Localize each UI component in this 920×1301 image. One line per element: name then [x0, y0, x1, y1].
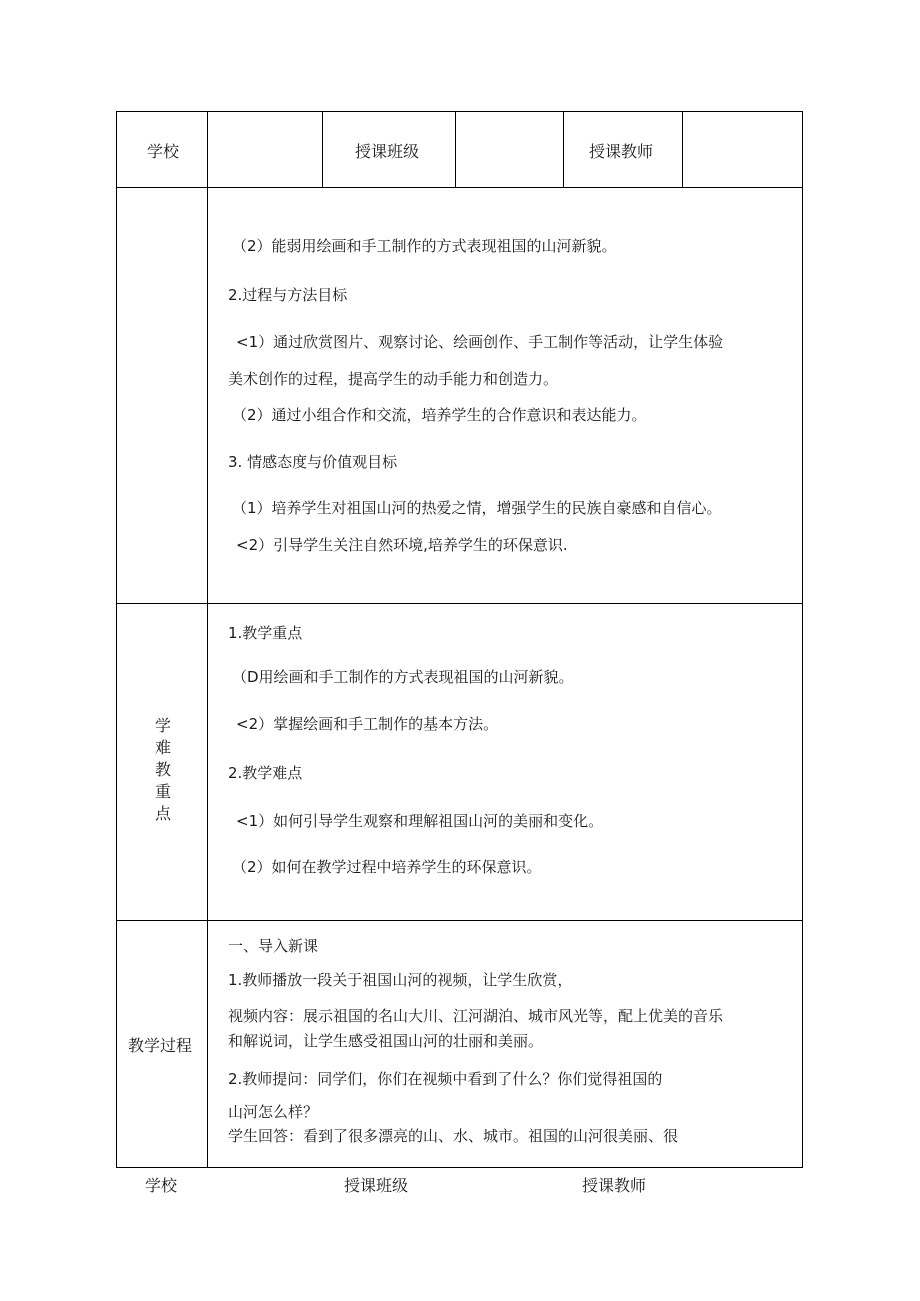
header-divider-4	[682, 111, 683, 188]
table-border-left	[116, 111, 117, 1168]
objective-attitude-heading: 3. 情感态度与价值观目标	[228, 453, 398, 471]
process-step-1: 1.教师播放一段关于祖国山河的视频，让学生欣赏，	[228, 971, 573, 989]
side-label-char: 难	[154, 738, 171, 757]
keypoints-difficulty-item-1: <1）如何引导学生观察和理解祖国山河的美丽和变化。	[236, 812, 604, 830]
objective-process-item-2: （2）通过小组合作和交流，培养学生的合作意识和表达能力。	[232, 406, 647, 424]
footer-class-label: 授课班级	[344, 1176, 409, 1195]
row-divider-keypoints	[116, 920, 803, 921]
side-label-char: 点	[154, 804, 171, 823]
side-label-char: 学	[154, 716, 171, 735]
keypoints-focus-heading: 1.教学重点	[228, 624, 303, 642]
process-step-2-line1: 2.教师提问：同学们，你们在视频中看到了什么？你们觉得祖国的	[228, 1070, 663, 1088]
footer-school-label: 学校	[145, 1176, 178, 1195]
objective-process-item-1-line2: 美术创作的过程，提高学生的动手能力和创造力。	[228, 370, 559, 388]
footer-teacher-label: 授课教师	[582, 1176, 647, 1195]
process-student-answer: 学生回答：看到了很多漂亮的山、水、城市。祖国的山河很美丽、很	[228, 1127, 679, 1145]
header-divider-1	[322, 111, 323, 188]
process-step-2-line2: 山河怎么样？	[228, 1103, 319, 1121]
header-teacher-label: 授课教师	[589, 142, 654, 161]
header-school-label: 学校	[147, 142, 180, 161]
side-label-char: 教	[154, 760, 171, 779]
process-side-label: 教学过程	[128, 1036, 193, 1055]
objective-attitude-item-1: （1）培养学生对祖国山河的热爱之情，增强学生的民族自豪感和自信心。	[232, 499, 722, 517]
process-video-line2: 和解说词，让学生感受祖国山河的壮丽和美丽。	[228, 1032, 544, 1050]
table-border-top	[116, 111, 803, 112]
column-divider-label	[207, 111, 208, 1168]
row-divider-header	[116, 187, 803, 188]
keypoints-difficulty-item-2: （2）如何在教学过程中培养学生的环保意识。	[232, 858, 542, 876]
objective-process-item-1-line1: <1）通过欣赏图片、观察讨论、绘画创作、手工制作等活动，让学生体验	[236, 333, 724, 351]
header-divider-3	[563, 111, 564, 188]
process-section-intro: 一、导入新课	[228, 937, 319, 955]
keypoints-side-label	[153, 715, 173, 825]
row-divider-objectives	[116, 603, 803, 604]
objective-process-heading: 2.过程与方法目标	[228, 286, 348, 304]
objective-skill-item-2: （2）能弱用绘画和手工制作的方式表现祖国的山河新貌。	[232, 237, 617, 255]
header-class-label: 授课班级	[355, 142, 420, 161]
table-border-bottom	[116, 1167, 803, 1168]
keypoints-focus-item-2: <2）掌握绘画和手工制作的基本方法。	[236, 715, 499, 733]
objective-attitude-item-2: <2）引导学生关注自然环境,培养学生的环保意识.	[236, 536, 568, 554]
keypoints-difficulty-heading: 2.教学难点	[228, 764, 303, 782]
process-video-line1: 视频内容：展示祖国的名山大川、江河湖泊、城市风光等，配上优美的音乐	[228, 1007, 724, 1025]
side-label-char: 重	[154, 782, 171, 801]
table-border-right	[802, 111, 803, 1168]
header-divider-2	[455, 111, 456, 188]
keypoints-focus-item-1: （D用绘画和手工制作的方式表现祖国的山河新貌。	[232, 668, 574, 686]
